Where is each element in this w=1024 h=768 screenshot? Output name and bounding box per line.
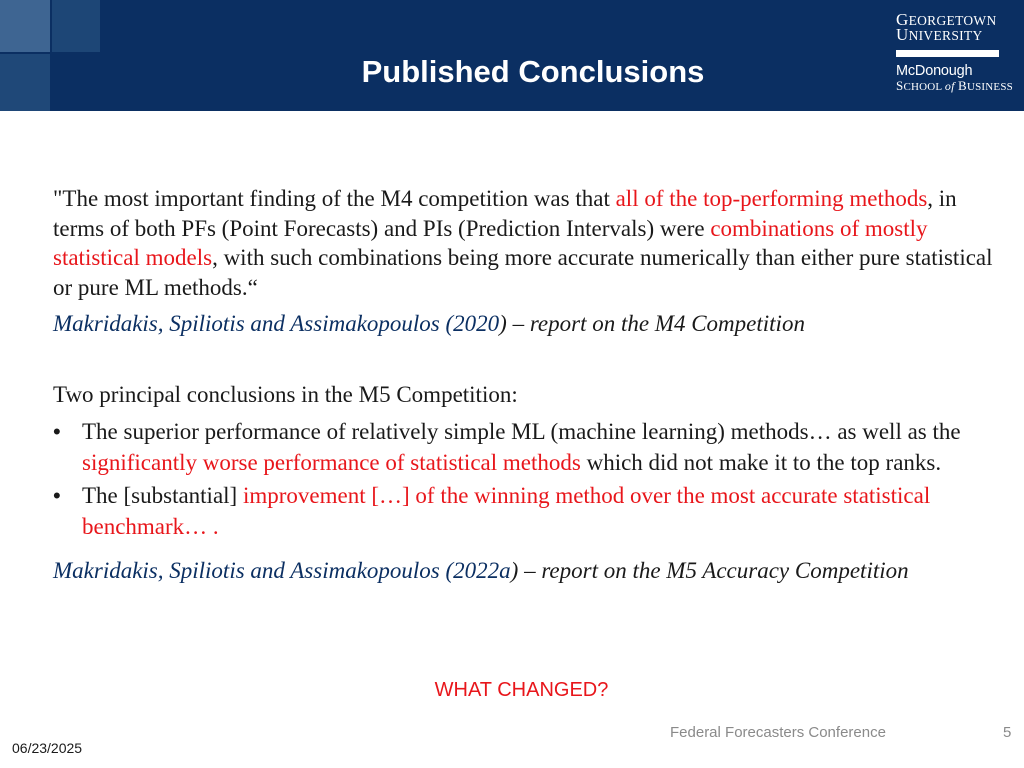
logo-university-line2: UNIVERSITY (896, 25, 983, 44)
m4-citation: Makridakis, Spiliotis and Assimakopoulos (2020) – report on the M4 Competition (53, 311, 805, 336)
m5-conclusions-list (53, 416, 993, 542)
m5-citation-authors: Makridakis, Spiliotis and Assimakopoulos (2022a (53, 557, 511, 583)
header-decor-square (52, 0, 100, 52)
logo-school-line2: SCHOOL of BUSINESS (896, 78, 1013, 93)
slide-body (53, 184, 993, 585)
m4-quote: "The most important finding of the M4 competition was that all of the top-performing methods, in terms of both PFs (Point Forecasts) and PIs (Prediction Intervals) were combinations of mostly statistical models, with such combinations being more accurate numerically than either pure statistical or pure ML methods.“ (53, 186, 993, 300)
bullet-icon: • (53, 482, 61, 508)
bullet-icon: • (53, 418, 61, 444)
logo-school-name: McDonough (896, 63, 973, 79)
m5-conclusion-item: • The [substantial] improvement […] of the winning method over the most accurate statistical benchmark… . (53, 480, 993, 542)
footer-conference-name: Federal Forecasters Conference (670, 724, 886, 741)
slide-title: Published Conclusions (361, 54, 705, 89)
closing-question: WHAT CHANGED? (434, 679, 609, 701)
m5-intro: Two principal conclusions in the M5 Competition: (53, 382, 518, 407)
m4-highlight-2: combinations of mostly statistical models (53, 215, 928, 270)
slide-number: 5 (1003, 724, 1012, 741)
logo-divider-bar (896, 50, 999, 57)
m5-highlight-2: improvement […] of the winning method over the most accurate statistical benchmark… . (82, 482, 931, 539)
slide-header (0, 0, 1024, 111)
m5-conclusion-item: • The superior performance of relatively simple ML (machine learning) methods… as well as the significantly worse performance of statistical methods which did not make it to the top ranks. (53, 416, 993, 478)
m5-citation: Makridakis, Spiliotis and Assimakopoulos (2022a) – report on the M5 Accuracy Competition (53, 557, 909, 583)
logo-university-line1: GEORGETOWN (896, 10, 997, 29)
footer-date: 06/23/2025 (12, 740, 83, 756)
m4-citation-authors: Makridakis, Spiliotis and Assimakopoulos (2020 (53, 311, 500, 336)
header-decor-square (0, 54, 50, 111)
georgetown-mcdonough-logo (896, 10, 1013, 94)
header-decor-square (0, 0, 50, 52)
m4-highlight-1: all of the top-performing methods (615, 186, 928, 211)
m5-highlight-1: significantly worse performance of statistical methods (82, 449, 581, 475)
